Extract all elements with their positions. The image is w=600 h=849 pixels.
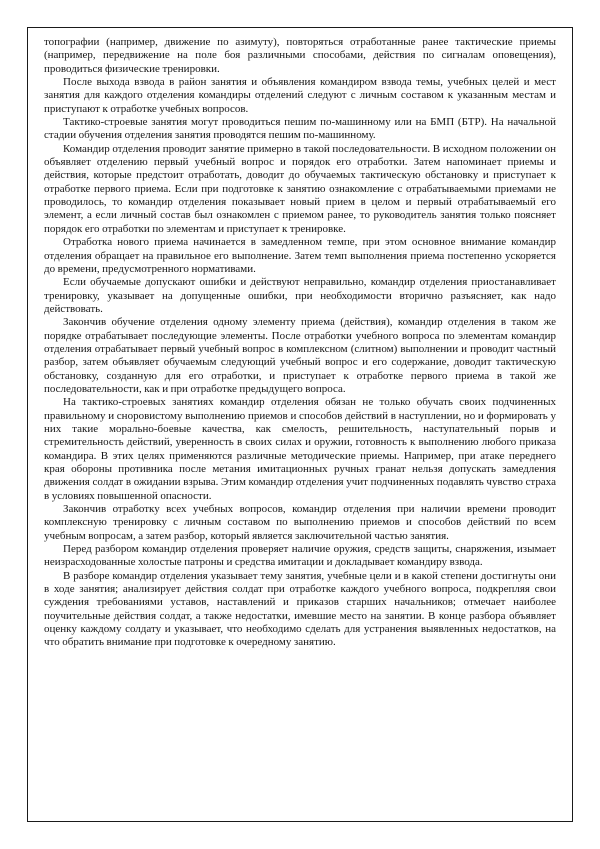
- paragraph: топографии (например, движение по азимуту), повторяться отработанные ранее тактические приемы (например, передвижение на поле боя различными способами, действия по сигналам оповещения), проводиться физические тренировки.: [44, 36, 556, 75]
- paragraph: Отработка нового приема начинается в замедленном темпе, при этом основное внимание командир отделения обращает на правильное его выполнение. Затем темп выполнения приема постепенно ускоряется до времени, предусмотренного нормативами.: [44, 236, 556, 275]
- paragraph: Перед разбором командир отделения проверяет наличие оружия, средств защиты, снаряжения, изымает неизрасходованные холостые патроны и средства имитации и докладывает командиру взвода.: [44, 543, 556, 569]
- paragraph: Закончив отработку всех учебных вопросов, командир отделения при наличии времени проводит комплексную тренировку с личным составом по выполнению приемов и способов действий по всем учебным вопросам, а затем разбор, который является заключительной частью занятия.: [44, 503, 556, 542]
- body-text: [44, 36, 556, 650]
- paragraph: Тактико-строевые занятия могут проводиться пешим по-машинному или на БМП (БТР). На начальной стадии обучения отделения занятия проводятся пешим по-машинному.: [44, 116, 556, 142]
- paragraph: Командир отделения проводит занятие примерно в такой последовательности. В исходном положении он объявляет отделению первый учебный вопрос и порядок его отработки. Затем напоминает приемы и действия, которые предстоит отработать, доводит до обучаемых тактическую обстановку и приступает к отработке первого приема. Если при подготовке к занятию ознакомление с отрабатываемыми приемами не проводилось, то командир отделения показывает новый прием в целом и первый отрабатываемый его элемент, а если личный состав был ознакомлен с приемом ранее, то руководитель занятия только поясняет порядок его отработки по элементам и приступает к тренировке.: [44, 142, 556, 235]
- paragraph: В разборе командир отделения указывает тему занятия, учебные цели и в какой степени достигнуты они в ходе занятия; анализирует действия солдат при отработке каждого учебного вопроса, подкрепляя свои суждения требованиями уставов, наставлений и приказов старших начальников; отмечает наиболее поучительные действия солдат, а также недостатки, имевшие место на занятии. В конце разбора объявляет оценку каждому солдату и указывает, что необходимо сделать для устранения выявленных недостатков, на что обратить внимание при подготовке к очередному занятию.: [44, 569, 556, 649]
- paragraph: Закончив обучение отделения одному элементу приема (действия), командир отделения в таком же порядке отрабатывает последующие элементы. После отработки учебного вопроса по элементам командир отделения отрабатывает первый учебный вопрос в комплексном (слитном) выполнении и проводит частный разбор, затем объявляет обучаемым следующий учебный вопрос и его содержание, доводит тактическую обстановку, созданную для его отработки, и приступает к отработке первого приема в такой же последовательности, как и при отработке предыдущего вопроса.: [44, 316, 556, 395]
- paragraph: На тактико-строевых занятиях командир отделения обязан не только обучать своих подчиненных правильному и сноровистому выполнению приемов и способов действий в наступлении, но и формировать у них такие морально-боевые качества, как смелость, решительность, наступательный порыв и стремительность действий, уверенность в своих силах и оружии, готовность к выполнению любого приказа командира. В этих целях применяются различные методические приемы. Например, при атаке переднего края обороны противника после метания имитационных ручных гранат нельзя допускать замедления движения солдат в ожидании взрыва. Этим командир отделения учит подчиненных подавлять чувство страха в условиях повышенной опасности.: [44, 396, 556, 502]
- paragraph: После выхода взвода в район занятия и объявления командиром взвода темы, учебных целей и мест занятия для каждого отделения командиры отделений следуют с личным составом к указанным местам и приступают к отработке учебных вопросов.: [44, 76, 556, 115]
- paragraph: Если обучаемые допускают ошибки и действуют неправильно, командир отделения приостанавливает тренировку, указывает на допущенные ошибки, при необходимости вторично разъясняет, как надо действовать.: [44, 276, 556, 315]
- page-border-frame: [27, 27, 573, 822]
